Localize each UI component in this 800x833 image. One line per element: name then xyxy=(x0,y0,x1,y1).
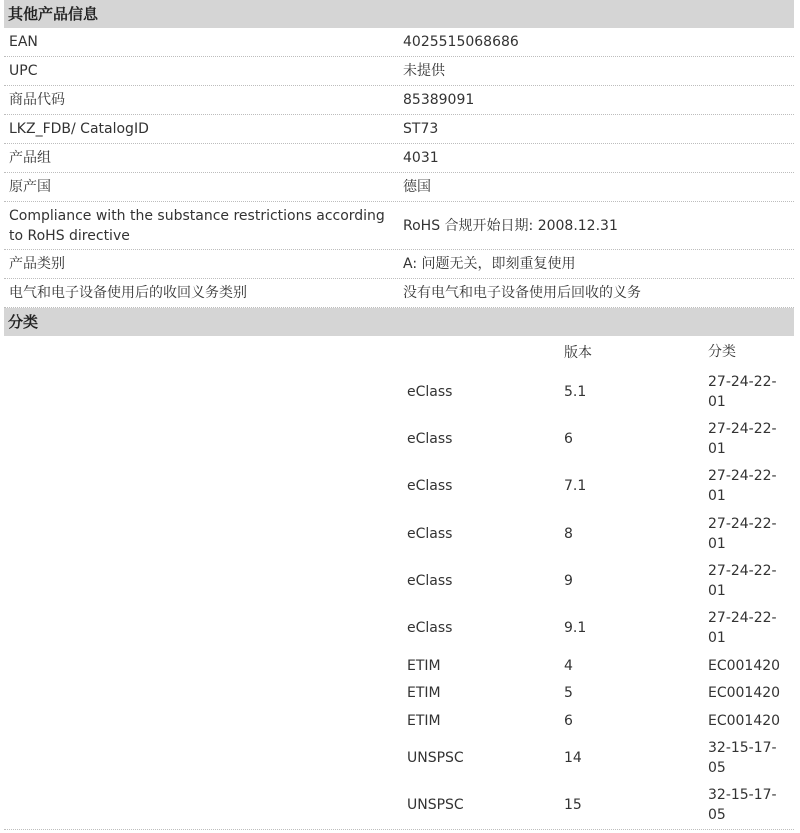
info-row-country-of-origin xyxy=(4,173,794,202)
classification-row xyxy=(400,368,794,415)
info-value: 德国 xyxy=(403,179,431,195)
info-value: 未提供 xyxy=(403,63,445,79)
class-version: 5.1 xyxy=(564,383,587,400)
other-info-heading: 其他产品信息 xyxy=(4,0,794,28)
classification-row xyxy=(400,415,794,462)
classification-row xyxy=(400,604,794,651)
classification-row xyxy=(400,463,794,510)
class-version: 4 xyxy=(564,657,573,674)
info-row-take-back-obligation xyxy=(4,279,794,308)
class-version: 6 xyxy=(564,430,573,447)
info-label: EAN xyxy=(9,34,38,50)
info-value: 4031 xyxy=(403,150,439,166)
class-version: 5 xyxy=(564,685,573,702)
column-header-version: 版本 xyxy=(564,345,592,361)
info-value: 4025515068686 xyxy=(403,34,519,50)
info-value: ST73 xyxy=(403,121,439,137)
class-system: eClass xyxy=(407,383,453,400)
class-version: 9 xyxy=(564,572,573,589)
class-code: 27-24-22-01 xyxy=(708,610,777,647)
info-label: 电气和电子设备使用后的收回义务类别 xyxy=(9,285,247,301)
classification-heading: 分类 xyxy=(4,308,794,336)
info-value: A: 问题无关，即刻重复使用 xyxy=(403,256,576,272)
class-code: 27-24-22-01 xyxy=(708,562,777,599)
classification-table xyxy=(400,336,794,829)
class-version: 8 xyxy=(564,525,573,542)
classification-row xyxy=(400,782,794,829)
class-version: 9.1 xyxy=(564,620,587,637)
class-system: eClass xyxy=(407,620,453,637)
classification-row xyxy=(400,557,794,604)
class-code: EC001420 xyxy=(708,712,781,729)
class-code: EC001420 xyxy=(708,657,781,674)
class-code: 27-24-22-01 xyxy=(708,420,777,457)
classification-row xyxy=(400,707,794,735)
class-code: EC001420 xyxy=(708,685,781,702)
info-label: 产品类别 xyxy=(9,256,65,272)
classification-row xyxy=(400,734,794,781)
class-code: 32-15-17-05 xyxy=(708,739,777,776)
class-system: eClass xyxy=(407,478,453,495)
info-row-catalog-id xyxy=(4,115,794,144)
info-label: Compliance with the substance restrictions according to RoHS directive xyxy=(9,207,385,244)
info-label: 商品代码 xyxy=(9,92,65,108)
class-code: 27-24-22-01 xyxy=(708,468,777,505)
info-label: 原产国 xyxy=(9,179,51,195)
info-row-ean xyxy=(4,28,794,57)
class-system: ETIM xyxy=(407,685,441,702)
class-system: eClass xyxy=(407,525,453,542)
class-version: 7.1 xyxy=(564,478,587,495)
info-row-rohs-compliance xyxy=(4,202,794,250)
info-label: 产品组 xyxy=(9,150,51,166)
product-info-page xyxy=(4,0,794,830)
classification-block xyxy=(4,336,794,830)
class-version: 6 xyxy=(564,712,573,729)
class-version: 14 xyxy=(564,749,582,766)
class-code: 27-24-22-01 xyxy=(708,515,777,552)
info-value: RoHS 合规开始日期: 2008.12.31 xyxy=(403,217,618,234)
info-row-product-category xyxy=(4,250,794,279)
info-label: UPC xyxy=(9,63,38,79)
class-system: UNSPSC xyxy=(407,749,464,766)
class-version: 15 xyxy=(564,797,582,814)
classification-row xyxy=(400,652,794,680)
info-row-commodity-code xyxy=(4,86,794,115)
class-code: 32-15-17-05 xyxy=(708,787,777,824)
class-system: eClass xyxy=(407,430,453,447)
info-label: LKZ_FDB/ CatalogID xyxy=(9,121,149,137)
class-system: ETIM xyxy=(407,712,441,729)
info-row-upc xyxy=(4,57,794,86)
info-value: 没有电气和电子设备使用后回收的义务 xyxy=(403,285,641,301)
column-header-class: 分类 xyxy=(708,344,736,360)
class-system: UNSPSC xyxy=(407,797,464,814)
classification-row xyxy=(400,679,794,707)
info-row-product-group xyxy=(4,144,794,173)
class-code: 27-24-22-01 xyxy=(708,373,777,410)
classification-row xyxy=(400,510,794,557)
class-system: eClass xyxy=(407,572,453,589)
info-value: 85389091 xyxy=(403,92,475,108)
classification-header-row xyxy=(400,336,794,368)
class-system: ETIM xyxy=(407,657,441,674)
